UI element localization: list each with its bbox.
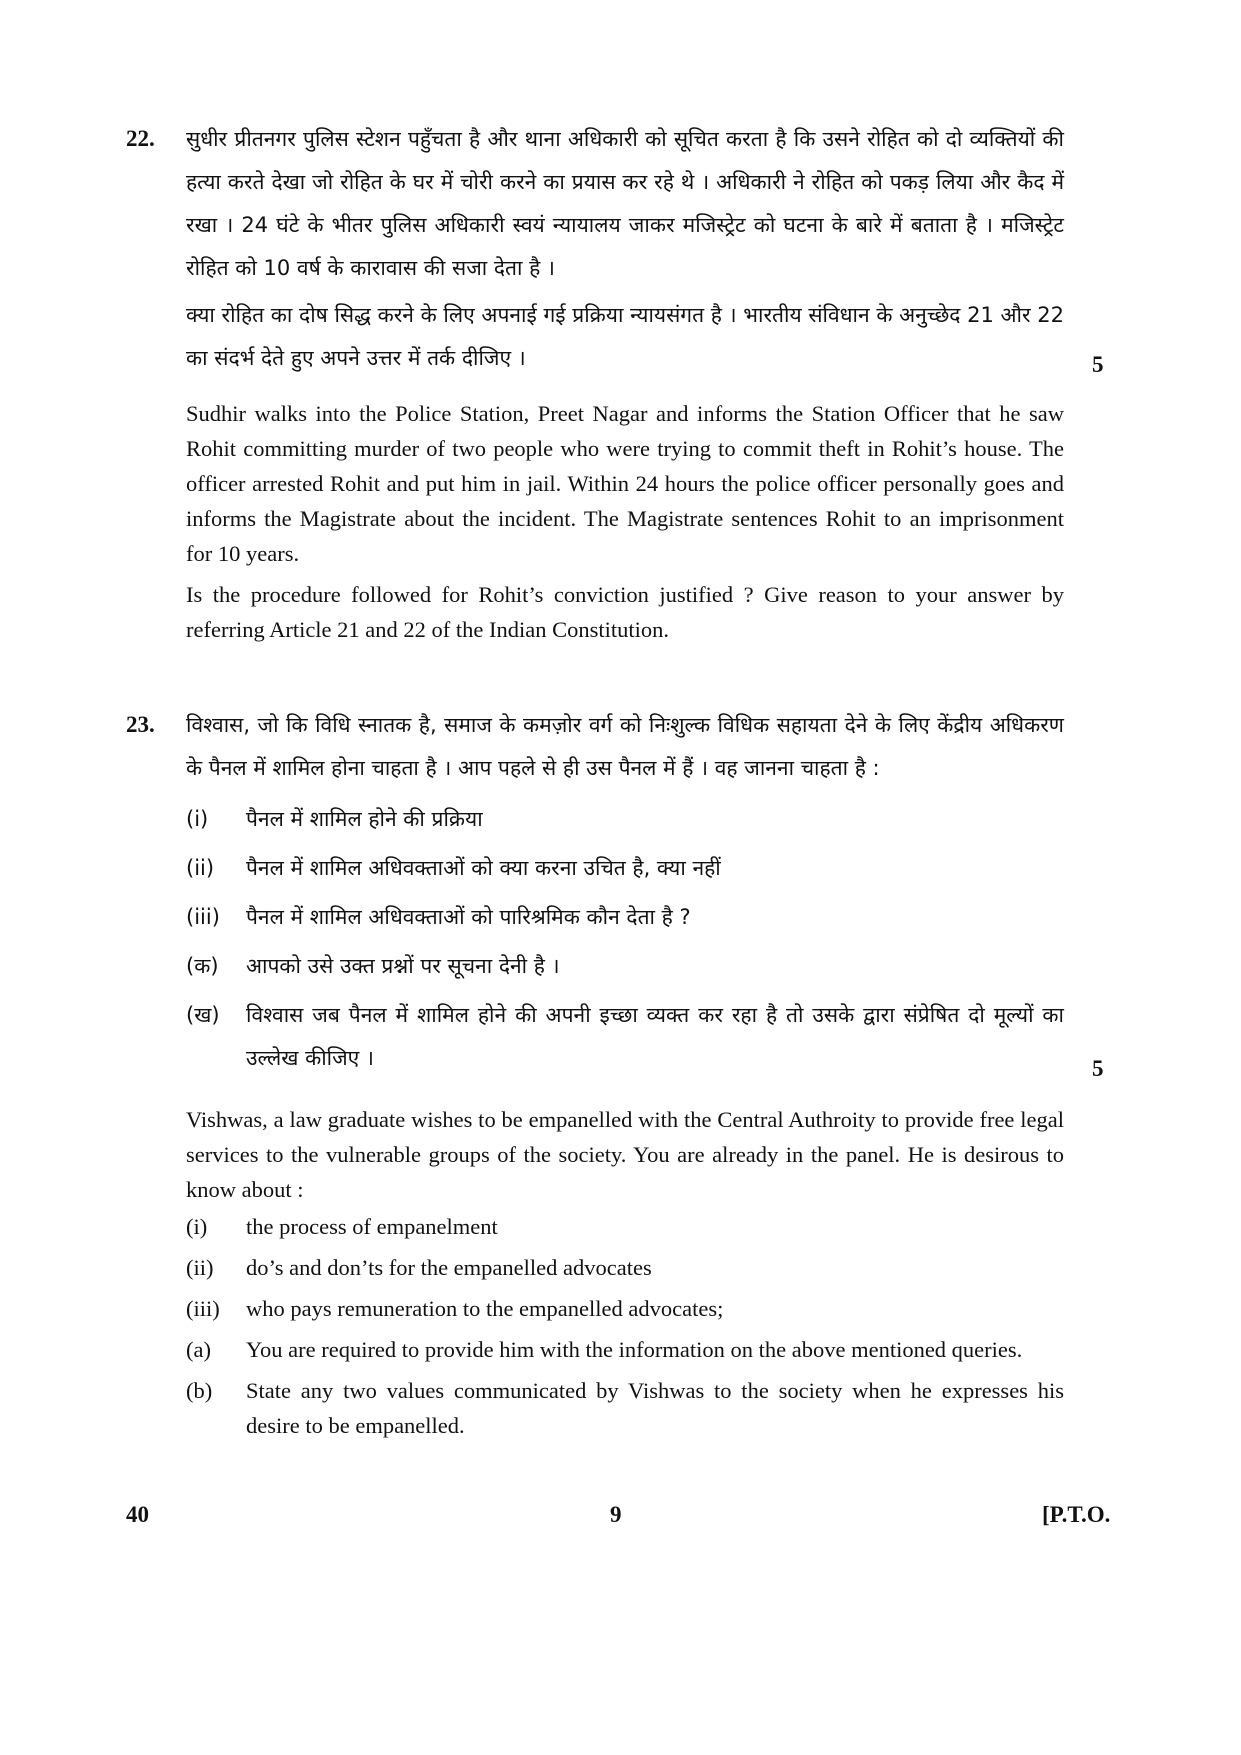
item-label: (क) xyxy=(186,954,219,978)
question-23-english xyxy=(186,1102,1064,1443)
item-label: (ख) xyxy=(186,1003,220,1027)
item-label: (a) xyxy=(186,1337,211,1362)
item-text: पैनल में शामिल अधिवक्ताओं को पारिश्रमिक कौन देता है ? xyxy=(246,905,691,929)
item-label: (ii) xyxy=(186,1255,214,1280)
q23-hindi-item xyxy=(186,945,1064,988)
q23-english-item xyxy=(186,1250,1064,1285)
q23-hindi-item xyxy=(186,798,1064,841)
item-text: You are required to provide him with the information on the above mentioned queries. xyxy=(246,1337,1023,1362)
question-22-english xyxy=(186,396,1064,647)
q23-hindi-intro: विश्वास, जो कि विधि स्नातक है, समाज के कमज़ोर वर्ग को निःशुल्क विधिक सहायता देने के लिए केंद्रीय अधिकरण के पैनल में शामिल होना चाहता है । आप पहले से ही उस पैनल में हैं । वह जानना चाहता है : xyxy=(186,713,1064,780)
q22-english-para2: Is the procedure followed for Rohit’s conviction justified ? Give reason to your answer by referring Article 21 and 22 of the Indian Constitution. xyxy=(186,582,1064,642)
item-text: आपको उसे उक्त प्रश्नों पर सूचना देनी है । xyxy=(246,954,560,978)
q22-hindi-para2: क्या रोहित का दोष सिद्ध करने के लिए अपनाई गई प्रक्रिया न्यायसंगत है । भारतीय संविधान के अनुच्छेद 21 और 22 का संदर्भ देते हुए अपने उत्तर में तर्क दीजिए । xyxy=(186,303,1064,370)
page-number: 9 xyxy=(610,1502,622,1527)
q23-hindi-item xyxy=(186,896,1064,939)
q23-english-item xyxy=(186,1291,1064,1326)
question-22-hindi xyxy=(186,118,1064,380)
q23-hindi-item xyxy=(186,994,1064,1080)
item-label: (b) xyxy=(186,1378,213,1403)
q22-english-para1: Sudhir walks into the Police Station, Preet Nagar and informs the Station Officer that he saw Rohit committing murder of two people who were trying to commit theft in Rohit’s house. The officer arrested Rohit and put him in jail. Within 24 hours the police officer personally goes and informs the Magistrate about the incident. The Magistrate sentences Rohit to an imprisonment for 10 years. xyxy=(186,401,1064,566)
q23-marks: 5 xyxy=(1092,1056,1104,1081)
q22-marks: 5 xyxy=(1092,352,1104,377)
question-22-number: 22. xyxy=(126,126,155,151)
item-label: (iii) xyxy=(186,905,220,929)
q23-english-item xyxy=(186,1209,1064,1244)
question-23-number: 23. xyxy=(126,712,155,737)
q23-english-item xyxy=(186,1373,1064,1443)
question-23-hindi xyxy=(186,704,1064,1080)
item-text: पैनल में शामिल अधिवक्ताओं को क्या करना उचित है, क्या नहीं xyxy=(246,856,721,880)
please-turn-over: [P.T.O. xyxy=(1042,1502,1111,1527)
q23-hindi-item xyxy=(186,847,1064,890)
item-label: (i) xyxy=(186,1214,208,1239)
item-text: the process of empanelment xyxy=(246,1214,498,1239)
item-text: विश्वास जब पैनल में शामिल होने की अपनी इच्छा व्यक्त कर रहा है तो उसके द्वारा संप्रेषित दो मूल्यों का उल्लेख कीजिए । xyxy=(246,1003,1064,1070)
q23-english-intro: Vishwas, a law graduate wishes to be empanelled with the Central Authroity to provide free legal services to the vulnerable groups of the society. You are already in the panel. He is desirous to know about : xyxy=(186,1107,1064,1202)
q22-hindi-para1: सुधीर प्रीतनगर पुलिस स्टेशन पहुँचता है और थाना अधिकारी को सूचित करता है कि उसने रोहित को दो व्यक्तियों की हत्या करते देखा जो रोहित के घर में चोरी करने का प्रयास कर रहे थे । अधिकारी ने रोहित को पकड़ लिया और कैद में रखा । 24 घंटे के भीतर पुलिस अधिकारी स्वयं न्यायालय जाकर मजिस्ट्रेट को घटना के बारे में बताता है । मजिस्ट्रेट रोहित को 10 वर्ष के कारावास की सजा देता है । xyxy=(186,127,1064,280)
item-label: (ii) xyxy=(186,856,215,880)
item-label: (iii) xyxy=(186,1296,220,1321)
item-text: पैनल में शामिल होने की प्रक्रिया xyxy=(246,807,483,831)
q23-english-item xyxy=(186,1332,1064,1367)
item-text: do’s and don’ts for the empanelled advocates xyxy=(246,1255,652,1280)
paper-code: 40 xyxy=(126,1502,149,1527)
item-text: who pays remuneration to the empanelled advocates; xyxy=(246,1296,724,1321)
item-text: State any two values communicated by Vishwas to the society when he expresses his desire to be empanelled. xyxy=(246,1378,1064,1438)
item-label: (i) xyxy=(186,807,209,831)
